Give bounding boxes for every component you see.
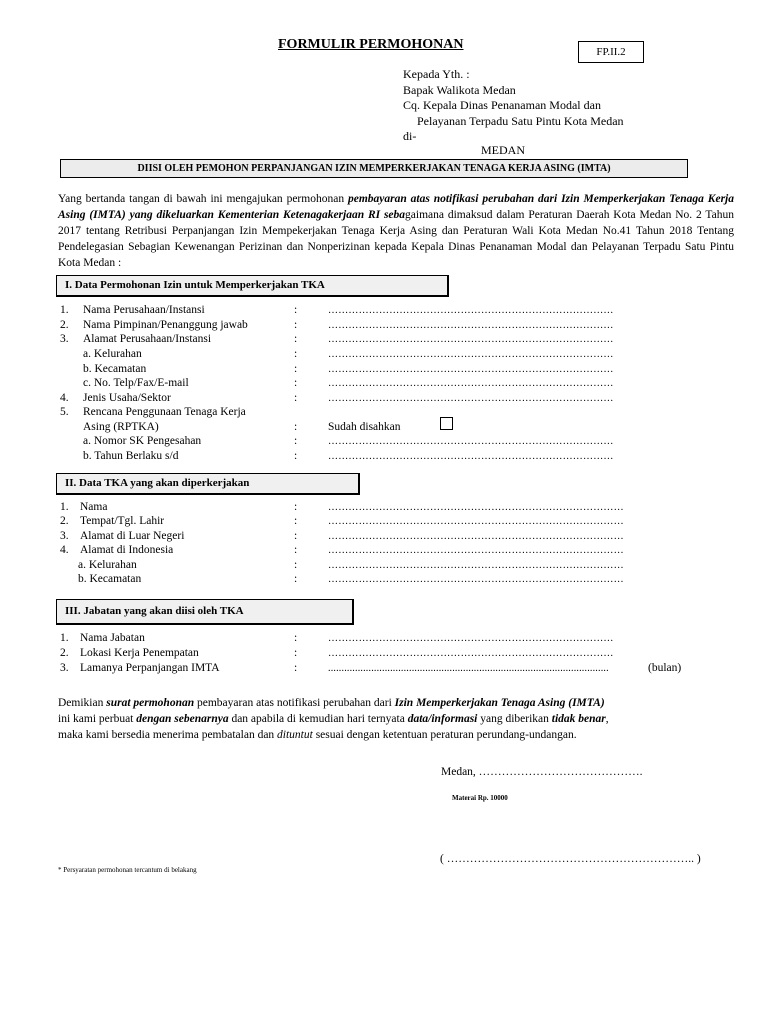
closing-emph: dituntut (277, 729, 313, 741)
field-colon: : (294, 304, 298, 316)
field-value-blank[interactable]: ………………………………………………………………………… (328, 349, 614, 360)
address-line-4: Pelayanan Terpadu Satu Pintu Kota Medan (417, 114, 624, 128)
field-number: 5. (60, 406, 69, 418)
field-value-blank[interactable]: ………………………………………………………………………… (328, 648, 614, 659)
field-label: Alamat di Indonesia (80, 544, 174, 556)
field-number: 2. (60, 319, 69, 331)
form-code-box (578, 41, 644, 63)
field-unit: (bulan) (648, 662, 682, 674)
field-label: Nama Jabatan (80, 632, 145, 644)
form-field-row (0, 572, 768, 587)
closing-text: pembayaran atas notifikasi perubahan dari (194, 697, 395, 709)
form-field-row (0, 434, 768, 449)
field-number: 2. (60, 515, 69, 527)
field-label: Nama Pimpinan/Penanggung jawab (83, 319, 248, 331)
field-colon: : (294, 632, 298, 644)
stamp-label: Materai Rp. 10000 (452, 794, 508, 802)
field-label: a. Kelurahan (83, 348, 142, 360)
form-field-row (0, 449, 768, 464)
signature-place-date[interactable]: Medan, ……………………………………. (441, 766, 643, 778)
closing-paragraph (58, 695, 734, 743)
field-number: 4. (60, 544, 69, 556)
form-field-row (0, 405, 768, 420)
closing-text: yang diberikan (477, 713, 552, 725)
closing-text: Demikian (58, 697, 107, 709)
field-colon: : (294, 559, 298, 571)
field-value-blank[interactable]: ………………………………………………………………………… (328, 364, 614, 375)
intro-text-1: Yang bertanda tangan di bawah ini mengajukan permohonan (58, 193, 348, 205)
field-value-blank[interactable]: ………………………………………………………………………… (328, 378, 614, 389)
form-field-row (0, 376, 768, 391)
field-label: a. Nomor SK Pengesahan (83, 435, 202, 447)
form-field-row (0, 303, 768, 318)
field-colon: : (294, 501, 298, 513)
intro-paragraph (58, 191, 734, 271)
field-colon: : (294, 421, 298, 433)
closing-line-3 (58, 727, 734, 743)
field-label: b. Tahun Berlaku s/d (83, 450, 179, 462)
section-3-header: III. Jabatan yang akan diisi oleh TKA (56, 599, 354, 625)
field-label: b. Kecamatan (83, 363, 147, 375)
field-label: Alamat Perusahaan/Instansi (83, 333, 212, 345)
field-number: 1. (60, 304, 69, 316)
field-value-blank[interactable]: …………………………………………………………………………… (328, 502, 624, 513)
closing-text: , (605, 713, 609, 725)
field-value-blank[interactable]: …………………………………………………………………………… (328, 560, 624, 571)
closing-emph: Izin Memperkerjakan Tenaga Asing (IMTA) (394, 697, 605, 709)
field-value-blank[interactable]: ………………………………………………………………………… (328, 334, 614, 345)
field-value-blank[interactable]: …………………………………………………………………………… (328, 516, 624, 527)
field-label: Tempat/Tgl. Lahir (80, 515, 165, 527)
closing-text: maka kami bersedia menerima pembatalan dan (58, 729, 278, 741)
approved-label: Sudah disahkan (328, 421, 401, 433)
field-value-blank[interactable]: ………………………………………………………………………… (328, 436, 614, 447)
address-line-3: Cq. Kepala Dinas Penanaman Modal dan (403, 98, 601, 112)
field-colon: : (294, 392, 298, 404)
field-value-blank[interactable]: ………………………………………………………………………… (328, 393, 614, 404)
field-label: Nama (80, 501, 108, 513)
form-field-row (0, 391, 768, 406)
field-label: Alamat di Luar Negeri (80, 530, 185, 542)
address-line-2: Bapak Walikota Medan (403, 83, 516, 97)
field-label: a. Kelurahan (78, 559, 137, 571)
form-code: FP.II.2 (596, 46, 626, 58)
field-value-blank[interactable]: ………………………………………………………………………… (328, 451, 614, 462)
field-value-blank[interactable]: …………………………………………………………………………… (328, 545, 624, 556)
field-value-blank[interactable]: …………………………………………………………………………… (328, 531, 624, 542)
field-colon: : (294, 319, 298, 331)
field-label: Jenis Usaha/Sektor (83, 392, 171, 404)
field-colon: : (294, 363, 298, 375)
intro-text-2: pembayaran atas notifikasi perubahan dari Izin Memperkerjakan Tenaga Kerja Asing (IMTA) yang dikeluarkan Kementerian Ketenagakerjaan RI seba (58, 193, 734, 221)
field-colon: : (294, 348, 298, 360)
field-value-blank[interactable]: ………………………………………………………………………… (328, 320, 614, 331)
field-label: c. No. Telp/Fax/E-mail (83, 377, 189, 389)
address-line-5: di- (403, 129, 417, 143)
form-field-row (0, 362, 768, 377)
field-colon: : (294, 377, 298, 389)
closing-text: ini kami perbuat (58, 713, 137, 725)
field-label: Asing (RPTKA) (83, 421, 159, 433)
field-label: Lamanya Perpanjangan IMTA (80, 662, 220, 674)
form-field-row (0, 332, 768, 347)
field-value-blank[interactable]: ........................................................................................................ (328, 663, 609, 674)
field-number: 3. (60, 333, 69, 345)
closing-emph: dengan sebenarnya (136, 713, 229, 725)
signature-name-line[interactable]: ( ……………………………………………………….. ) (440, 853, 701, 865)
form-field-row (0, 347, 768, 362)
field-colon: : (294, 515, 298, 527)
form-field-row (0, 543, 768, 558)
form-field-row (0, 529, 768, 544)
field-colon: : (294, 530, 298, 542)
address-line-6: MEDAN (481, 143, 525, 157)
field-colon: : (294, 544, 298, 556)
form-field-row (0, 661, 768, 676)
intro-text-3: gaimana dimaksud dalam Peraturan Daerah Kota Medan No. 2 Tahun 2017 tentang Retribusi Perpanjangan Izin Mempekerjakan Tenaga Kerja Asing dan Peraturan Wali Kota Medan No.41 Tahun 2018 Tentang Pendelegasian Sebagian Kewenangan Perizinan dan Nonperizinan kepada Kepala Dinas Penanaman Modal dan Pelayanan Terpadu Satu Pintu Kota Medan : (58, 209, 734, 269)
section-2-header: II. Data TKA yang akan diperkerjakan (56, 473, 360, 495)
address-line-1: Kepada Yth. : (403, 67, 470, 81)
field-colon: : (294, 450, 298, 462)
form-banner: DIISI OLEH PEMOHON PERPANJANGAN IZIN MEMPERKERJAKAN TENAGA KERJA ASING (IMTA) (60, 159, 688, 178)
field-label: Rencana Penggunaan Tenaga Kerja (83, 406, 246, 418)
form-field-row (0, 558, 768, 573)
field-number: 3. (60, 530, 69, 542)
field-number: 1. (60, 632, 69, 644)
field-value-blank[interactable]: …………………………………………………………………………… (328, 574, 624, 585)
closing-emph: surat permohonan (106, 697, 195, 709)
field-colon: : (294, 333, 298, 345)
closing-text: dan apabila di kemudian hari ternyata (228, 713, 408, 725)
field-value-blank[interactable]: ………………………………………………………………………… (328, 305, 614, 316)
form-title: FORMULIR PERMOHONAN (278, 37, 464, 52)
field-colon: : (294, 573, 298, 585)
footnote: * Persyaratan permohonan tercantum di belakang (58, 866, 197, 874)
form-field-row (0, 631, 768, 646)
field-colon: : (294, 647, 298, 659)
field-number: 2. (60, 647, 69, 659)
field-label: Lokasi Kerja Penempatan (80, 647, 199, 659)
field-colon: : (294, 662, 298, 674)
closing-text: sesuai dengan ketentuan peraturan perundang-undangan. (312, 729, 577, 741)
approved-checkbox[interactable] (440, 417, 453, 430)
closing-emph: tidak benar (551, 713, 606, 725)
form-field-row (0, 646, 768, 661)
field-number: 4. (60, 392, 69, 404)
field-value-blank[interactable]: ………………………………………………………………………… (328, 633, 614, 644)
form-field-row (0, 500, 768, 515)
form-field-row (0, 318, 768, 333)
field-label: b. Kecamatan (78, 573, 142, 585)
closing-line-2 (58, 711, 734, 727)
field-number: 3. (60, 662, 69, 674)
field-number: 1. (60, 501, 69, 513)
closing-emph: data/informasi (407, 713, 478, 725)
section-1-header: I. Data Permohonan Izin untuk Memperkerjakan TKA (56, 275, 449, 297)
closing-line-1 (58, 695, 734, 711)
field-colon: : (294, 435, 298, 447)
form-field-row (0, 514, 768, 529)
field-label: Nama Perusahaan/Instansi (83, 304, 205, 316)
